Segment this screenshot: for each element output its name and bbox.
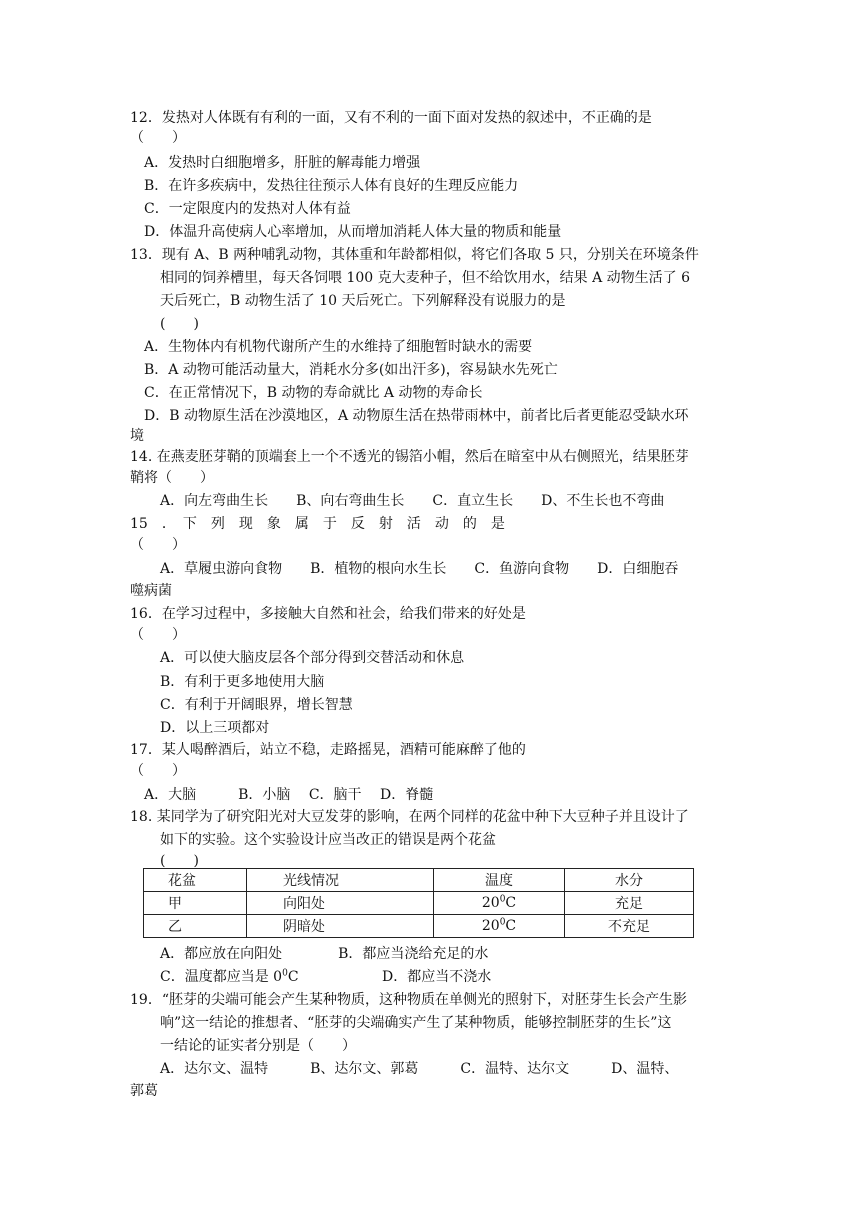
table-header-cell: 水分 <box>565 869 694 892</box>
table-row <box>144 915 694 938</box>
table-cell: 不充足 <box>565 915 694 938</box>
q19-options: A．达尔文、温特 B、达尔文、郭葛 C．温特、达尔文 D、温特、 <box>160 1061 679 1077</box>
q13-stem-line3: 天后死亡，B 动物生活了 10 天后死亡。下列解释没有说服力的是 <box>160 293 566 309</box>
q17-options: A．大脑 B．小脑 C．脑干 D．脊髓 <box>144 787 434 803</box>
q12-answer-paren: （ ） <box>130 130 186 146</box>
q16-option-b: B．有利于更多地使用大脑 <box>160 674 325 690</box>
q16-option-d: D．以上三项都对 <box>160 720 270 736</box>
table-cell: 乙 <box>144 915 247 938</box>
q18-option-c <box>160 967 299 987</box>
q13-stem-line1: 13．现有 A、B 两种哺乳动物，其体重和年龄都相似，将它们各取 5 只，分别关在环境条件 <box>130 247 699 263</box>
table-cell: 甲 <box>144 892 247 915</box>
q13-option-d-cont: 境 <box>130 428 144 444</box>
table-header-cell: 花盆 <box>144 869 247 892</box>
table-cell: 阴暗处 <box>247 915 434 938</box>
q15-options: A．草履虫游向食物 B．植物的根向水生长 C．鱼游向食物 D．白细胞吞 <box>160 561 679 577</box>
q15-answer-paren: （ ） <box>130 537 186 553</box>
temp-degree-sup: 0 <box>499 894 506 905</box>
q18-option-d: D．都应当不浇水 <box>382 969 492 985</box>
temp-unit: C <box>505 918 517 934</box>
q16-answer-paren: （ ） <box>130 627 186 643</box>
q18-stem-line2: 如下的实验。这个实验设计应当改正的错误是两个花盆 <box>160 832 496 848</box>
q12-option-b: B．在许多疾病中，发热往往预示人体有良好的生理反应能力 <box>144 178 519 194</box>
q15-options-cont: 噬病菌 <box>130 583 172 599</box>
q13-answer-paren: ( ) <box>160 316 199 332</box>
q18-answer-paren: ( ) <box>160 853 199 869</box>
table-cell: 充足 <box>565 892 694 915</box>
q13-option-a: A．生物体内有机物代谢所产生的水维持了细胞暂时缺水的需要 <box>144 339 533 355</box>
table-header-cell: 光线情况 <box>247 869 434 892</box>
table-cell-temperature <box>434 892 565 915</box>
temp-value: 20 <box>481 895 500 911</box>
q12-stem: 12．发热对人体既有有利的一面，又有不利的一面下面对发热的叙述中，不正确的是 <box>130 110 652 126</box>
q16-option-a: A．可以使大脑皮层各个部分得到交替活动和休息 <box>160 650 465 666</box>
q18-option-c-sup: 0 <box>282 968 288 979</box>
q18-options-ab: A．都应放在向阳处 B．都应当浇给充足的水 <box>160 946 489 962</box>
table-cell-temperature <box>434 915 565 938</box>
q19-options-cont: 郭葛 <box>130 1083 158 1099</box>
q13-stem-line2: 相同的饲养槽里，每天各饲喂 100 克大麦种子，但不给饮用水，结果 A 动物生活了 6 <box>160 270 690 286</box>
temp-unit: C <box>505 895 517 911</box>
q18-option-c-text: C．温度都应当是 0 <box>160 969 283 985</box>
q19-stem-line1: 19．“胚芽的尖端可能会产生某种物质，这种物质在单侧光的照射下，对胚芽生长会产生影 <box>130 992 687 1008</box>
q16-stem: 16．在学习过程中，多接触大自然和社会，给我们带来的好处是 <box>130 606 526 622</box>
table-header-cell: 温度 <box>434 869 565 892</box>
q12-option-a: A．发热时白细胞增多，肝脏的解毒能力增强 <box>144 155 421 171</box>
temp-value: 20 <box>481 918 500 934</box>
q17-answer-paren: （ ） <box>130 763 186 779</box>
q13-option-c: C．在正常情况下，B 动物的寿命就比 A 动物的寿命长 <box>144 385 483 401</box>
table-header-row <box>144 869 694 892</box>
q14-stem-line1: 14. 在燕麦胚芽鞘的顶端套上一个不透光的锡箔小帽，然后在暗室中从右侧照光，结果胚芽 <box>130 449 689 465</box>
experiment-table <box>143 868 694 938</box>
q14-options: A．向左弯曲生长 B、向右弯曲生长 C．直立生长 D、不生长也不弯曲 <box>160 493 665 509</box>
q19-stem-line2: 响”这一结论的推想者、“胚芽的尖端确实产生了某种物质，能够控制胚芽的生长”这 <box>160 1015 672 1031</box>
q15-stem: 15 ． 下 列 现 象 属 于 反 射 活 动 的 是 <box>130 516 505 532</box>
q18-option-c-unit: C <box>287 969 299 985</box>
q16-option-c: C．有利于开阔眼界，增长智慧 <box>160 697 353 713</box>
q17-stem: 17．某人喝醉酒后，站立不稳，走路摇晃，酒精可能麻醉了他的 <box>130 742 526 758</box>
q13-option-b: B．A 动物可能活动量大，消耗水分多(如出汗多)，容易缺水先死亡 <box>144 362 558 378</box>
q19-stem-line3: 一结论的证实者分别是（ ） <box>160 1038 356 1054</box>
q12-option-d: D．体温升高使病人心率增加，从而增加消耗人体大量的物质和能量 <box>144 224 562 240</box>
q14-stem-line2: 鞘将（ ） <box>130 470 214 486</box>
q18-stem-line1: 18. 某同学为了研究阳光对大豆发芽的影响，在两个同样的花盆中种下大豆种子并且设计了 <box>130 809 689 825</box>
table-row <box>144 892 694 915</box>
q13-option-d: D．B 动物原生活在沙漠地区，A 动物原生活在热带雨林中，前者比后者更能忍受缺水环 <box>144 408 689 424</box>
temp-degree-sup: 0 <box>499 917 506 928</box>
q12-option-c: C．一定限度内的发热对人体有益 <box>144 201 351 217</box>
table-cell: 向阳处 <box>247 892 434 915</box>
